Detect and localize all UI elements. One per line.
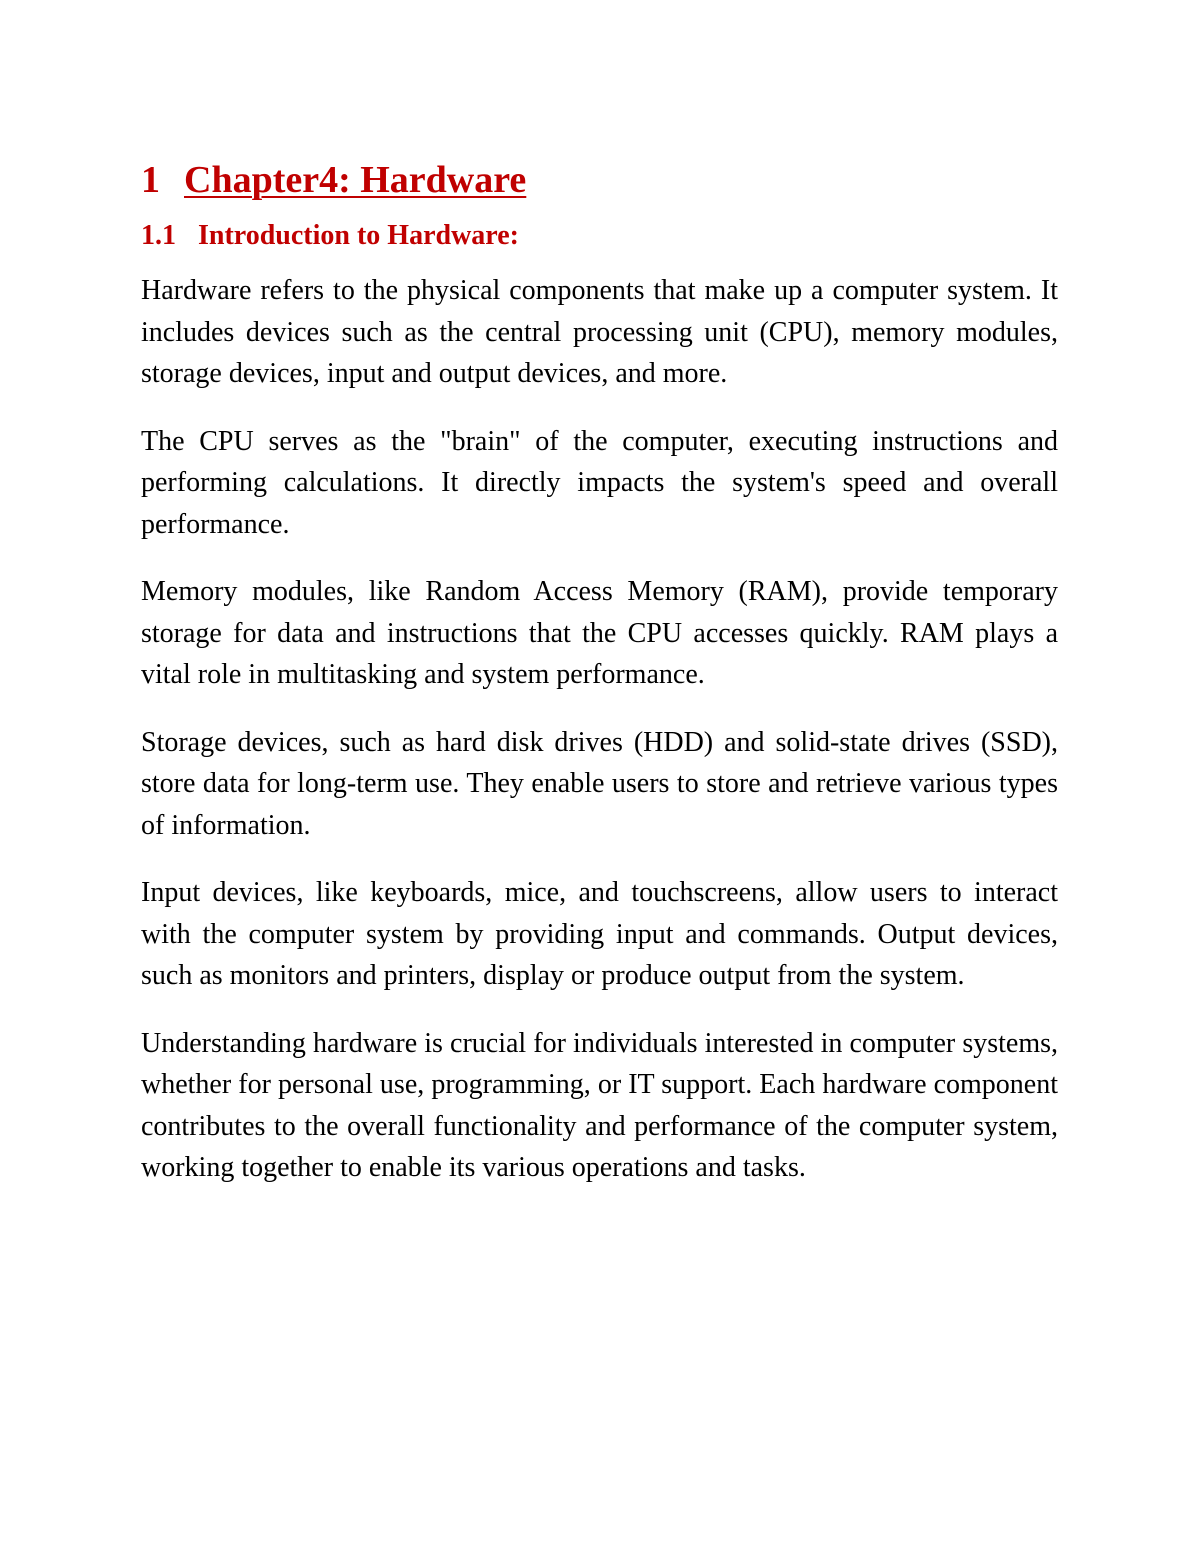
section-heading-number: 1.1 <box>141 220 176 251</box>
section-heading <box>141 214 1058 258</box>
paragraph-cpu: The CPU serves as the "brain" of the computer, executing instructions and performing calculations. It directly impacts the system's speed and overall performance. <box>141 425 1058 540</box>
paragraph-input-output: Input devices, like keyboards, mice, and touchscreens, allow users to interact with the computer system by providing input and commands. Output devices, such as monitors and printers, display or produce output from the system. <box>141 877 1058 991</box>
section-heading-title: Introduction to Hardware: <box>198 220 519 251</box>
chapter-heading-number: 1 <box>141 159 160 201</box>
document-content <box>141 152 1058 1189</box>
paragraph-memory: Memory modules, like Random Access Memory (RAM), provide temporary storage for data and instructions that the CPU accesses quickly. RAM plays a vital role in multitasking and system performance. <box>141 576 1058 690</box>
chapter-heading-title: Chapter4: Hardware <box>184 159 527 201</box>
paragraph-understanding-hardware: Understanding hardware is crucial for individuals interested in computer systems, whether for personal use, programming, or IT support. Each hardware component contributes to the overall functionality and performance of the computer system, working together to enable its various operations and tasks. <box>141 1027 1058 1183</box>
paragraph-hardware-definition: Hardware refers to the physical components that make up a computer system. It includes devices such as the central processing unit (CPU), memory modules, storage devices, input and output devices, and more. <box>141 275 1058 389</box>
paragraph-storage: Storage devices, such as hard disk drives (HDD) and solid-state drives (SSD), store data for long-term use. They enable users to store and retrieve various types of information. <box>141 726 1058 841</box>
chapter-heading <box>141 152 1058 208</box>
